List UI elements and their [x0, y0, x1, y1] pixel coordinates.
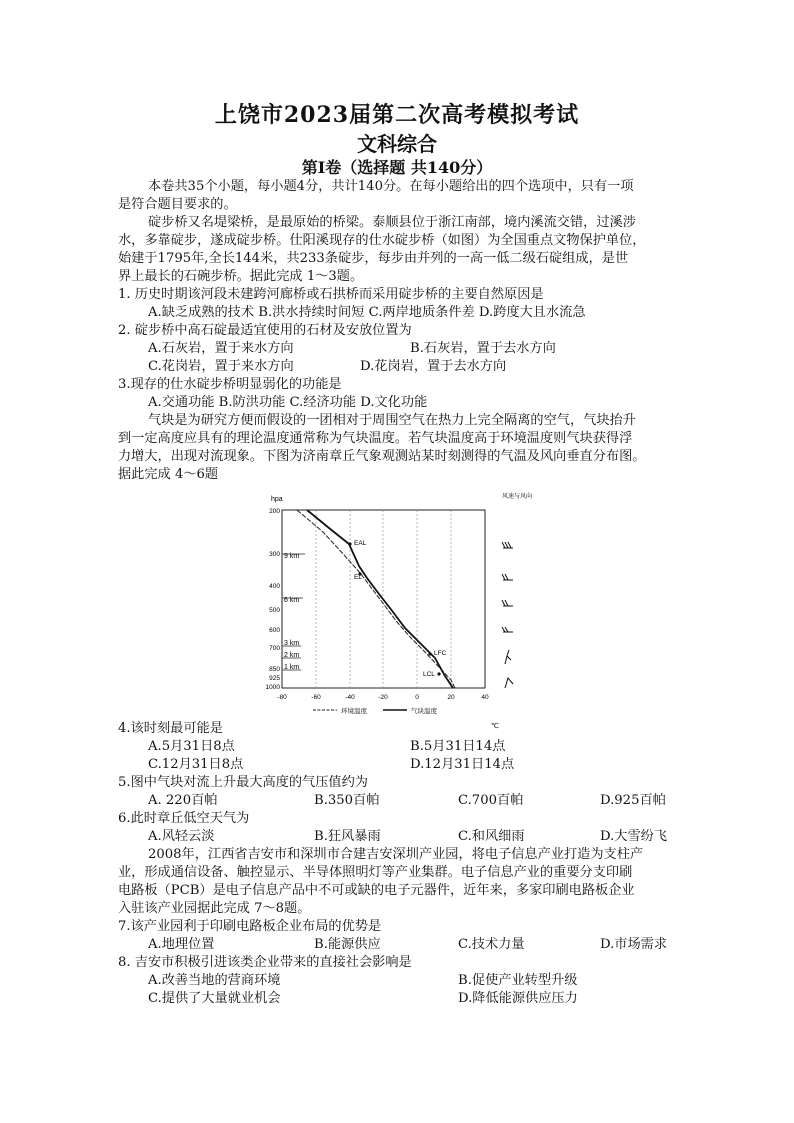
- question-4-stem: 4.该时刻最可能是: [118, 721, 223, 736]
- question-4-option-d: D.12月31日14点: [410, 757, 515, 772]
- question-8-option-c: C.提供了大量就业机会: [148, 991, 281, 1006]
- eal-label: EAL: [354, 540, 367, 547]
- question-6-option-d: D.大雪纷飞: [600, 829, 668, 844]
- pressure-tick: 500: [269, 607, 280, 614]
- pressure-tick: 1000: [265, 684, 280, 691]
- pressure-tick: 850: [269, 666, 280, 673]
- question-7-option-b: B.能源供应: [314, 937, 381, 952]
- question-5-option-c: C.700百帕: [458, 793, 524, 808]
- question-6-stem: 6.此时章丘低空天气为: [118, 811, 250, 826]
- wind-barbs: [502, 542, 513, 688]
- question-5-option-b: B.350百帕: [314, 793, 380, 808]
- question-4-option-b: B.5月31日14点: [410, 739, 506, 754]
- lfc-label: LFC: [434, 650, 447, 657]
- lcl-label: LCL: [423, 671, 435, 678]
- passage-line: 到一定高度应具有的理论温度通常称为气块温度。若气块温度高于环境温度则气块获得浮: [118, 431, 633, 446]
- pressure-tick: 700: [269, 645, 280, 652]
- exam-subject: 文科综合: [357, 132, 437, 156]
- question-7-stem: 7.该产业园利于印刷电路板企业布局的优势是: [118, 919, 382, 934]
- section-heading: 第Ⅰ卷（选择题 共140分）: [301, 158, 493, 177]
- legend: [313, 706, 438, 715]
- question-3-stem: 3.现存的仕水碇步桥明显弱化的功能是: [118, 377, 342, 392]
- pressure-tick: 200: [269, 508, 280, 515]
- passage-line: 2008年，江西省吉安市和深圳市合建吉安深圳产业园，将电子信息产业打造为支柱产: [148, 847, 644, 862]
- temperature-tick: 40: [481, 694, 489, 701]
- intro-line: 是符合题目要求的。: [118, 197, 237, 212]
- legend-environment: 环境温度: [341, 708, 367, 715]
- question-1-options: A.缺乏成熟的技术 B.洪水持续时间短 C.两岸地质条件差 D.跨度大且水流急: [148, 305, 586, 320]
- exam-title: 上饶市2023届第二次高考模拟考试: [214, 102, 580, 128]
- legend-parcel: 气块温度: [411, 708, 437, 715]
- question-2-stem: 2. 碇步桥中高石碇最适宜使用的石材及安放位置为: [118, 323, 412, 338]
- height-label: 1 km: [284, 664, 300, 671]
- passage-line: 始建于1795年,全长144米，共233条碇步，每步由并列的一高一低二级石碇组成，是世: [118, 251, 629, 266]
- question-7-option-a: A.地理位置: [148, 937, 215, 952]
- question-5-stem: 5.图中气块对流上升最大高度的气压值约为: [118, 775, 368, 790]
- question-7-option-d: D.市场需求: [600, 937, 668, 952]
- passage-line: 界上最长的石碗步桥。据此完成 1～3题。: [118, 269, 364, 284]
- question-3-options: A.交通功能 B.防洪功能 C.经济功能 D.文化功能: [148, 395, 428, 410]
- question-4-option-a: A.5月31日8点: [148, 739, 235, 754]
- question-5-option-a: A. 220百帕: [148, 793, 218, 808]
- height-label: 3 km: [284, 640, 300, 647]
- environment-temperature-curve: [297, 510, 455, 688]
- question-8-option-d: D.降低能源供应压力: [458, 991, 578, 1006]
- question-7-option-c: C.技术力量: [458, 937, 525, 952]
- temperature-tick: -40: [345, 694, 355, 701]
- pressure-tick: 925: [269, 675, 280, 682]
- question-8-option-a: A.改善当地的营商环境: [148, 973, 281, 988]
- height-label: 2 km: [284, 652, 300, 659]
- passage-line: 电路板（PCB）是电子信息产品中不可或缺的电子元器件，近年来，多家印刷电路板企业: [118, 883, 635, 898]
- passage-line: 力增大，出现对流现象。下图为济南章丘气象观测站某时刻测得的气温及风向垂直分布图。: [118, 449, 646, 464]
- question-6-option-b: B.狂风暴雨: [314, 829, 381, 844]
- temperature-tick: 0: [415, 694, 419, 701]
- temperature-axis: [277, 694, 489, 701]
- pressure-tick: 400: [269, 583, 280, 590]
- temperature-tick: -20: [378, 694, 388, 701]
- question-8-stem: 8. 吉安市积极引进该类企业带来的直接社会影响是: [118, 955, 412, 970]
- question-6-option-c: C.和风细雨: [458, 829, 525, 844]
- passage-line: 入驻该产业园据此完成 7～8题。: [118, 901, 311, 916]
- pressure-unit: hpa: [271, 496, 283, 503]
- height-labels: [284, 553, 299, 671]
- question-2-option-a: A.石灰岩，置于来水方向: [148, 341, 294, 356]
- question-2-option-c: C.花岗岩，置于来水方向: [148, 359, 294, 374]
- temperature-unit: ℃: [491, 723, 499, 730]
- parcel-temperature-curve: [307, 510, 453, 688]
- pressure-tick: 600: [269, 627, 280, 634]
- height-label: 9 km: [284, 553, 300, 560]
- sounding-diagram: [255, 488, 540, 730]
- curve-point-labels: [354, 540, 447, 678]
- question-2-option-b: B.石灰岩，置于去水方向: [410, 341, 556, 356]
- curve-points: [348, 542, 440, 675]
- question-8-option-b: B.促使产业转型升级: [458, 973, 578, 988]
- height-label: 6 km: [284, 597, 300, 604]
- pressure-tick: 300: [269, 551, 280, 558]
- passage-line: 据此完成 4～6题: [118, 467, 219, 482]
- passage-line: 气块是为研究方便而假设的一团相对于周围空气在热力上完全隔离的空气，气块抬升: [148, 413, 636, 428]
- question-5-option-d: D.925百帕: [600, 793, 666, 808]
- passage-line: 碇步桥又名堤梁桥，是最原始的桥梁。泰顺县位于浙江南部，境内溪流交错，过溪涉: [148, 215, 636, 230]
- pressure-axis: [266, 508, 281, 691]
- el-label: EL: [354, 574, 362, 581]
- intro-line: 本卷共35个小题，每小题4分，共计140分。在每小题给出的四个选项中，只有一项: [148, 179, 634, 194]
- wind-panel-title: 风速与风向: [502, 494, 533, 500]
- question-1-stem: 1. 历史时期该河段未建跨河廊桥或石拱桥而采用碇步桥的主要自然原因是: [118, 287, 544, 302]
- passage-line: 业，形成通信设备、触控显示、半导体照明灯等产业集群。电子信息产业的重要分支印刷: [118, 865, 633, 880]
- question-2-option-d: D.花岗岩，置于去水方向: [360, 359, 507, 374]
- temperature-tick: -60: [311, 694, 321, 701]
- temperature-tick: -80: [277, 694, 287, 701]
- passage-line: 水，多靠碇步，遂成碇步桥。仕阳溪现存的仕水碇步桥（如图）为全国重点文物保护单位，: [118, 233, 646, 248]
- temperature-tick: 20: [447, 694, 455, 701]
- question-4-option-c: C.12月31日8点: [148, 757, 244, 772]
- question-6-option-a: A.风轻云淡: [148, 829, 215, 844]
